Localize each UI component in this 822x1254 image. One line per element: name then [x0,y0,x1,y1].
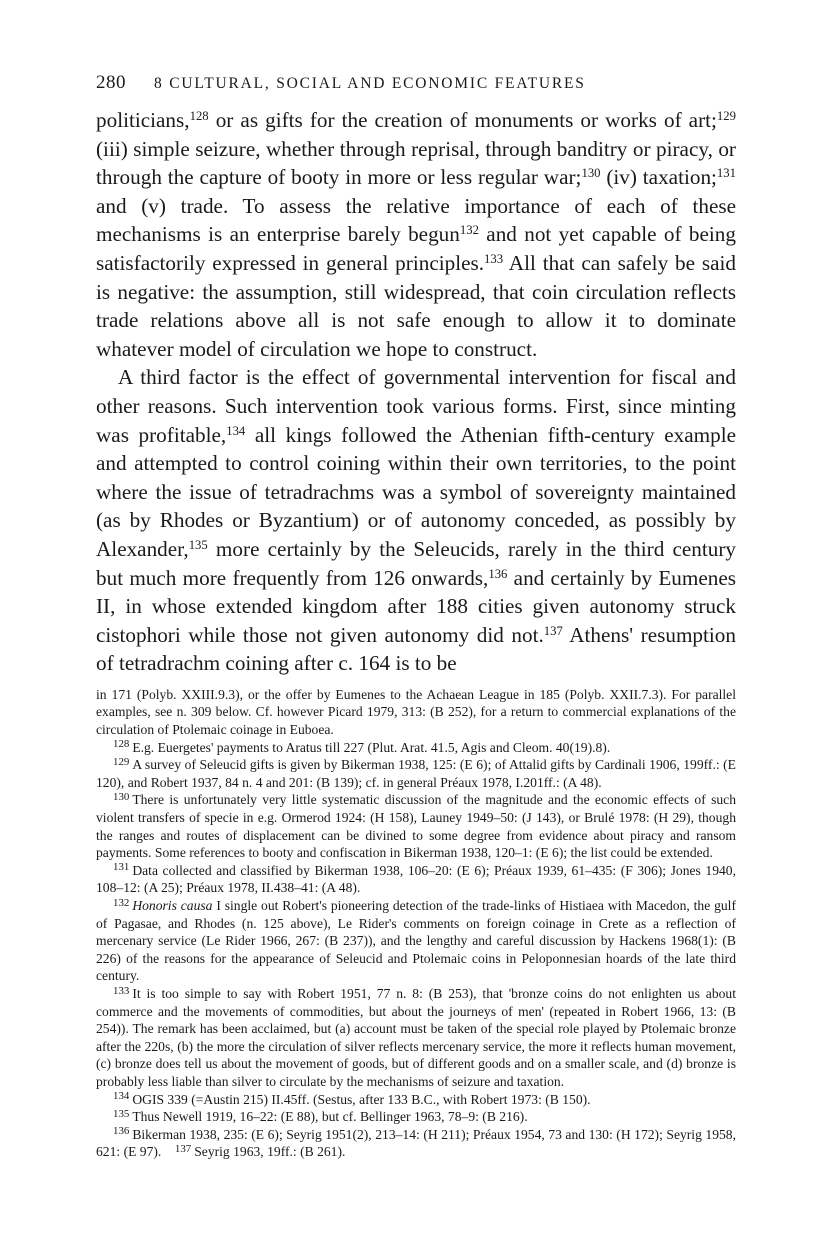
main-text [96,106,736,678]
paragraph-1: politicians,$^{128}$ or as gifts for the creation of monuments or works of art;$^{129}$ (iii) simple seizure, whether through reprisal, through banditry or piracy, or through the capture of booty in more or less regular war;$^{130}$ (iv) taxation;$^{131}$ and (v) trade. To assess the relative importance of each of these mechanisms is an enterprise barely begun$^{132}$ and not yet capable of being satisfactorily expressed in general principles.$^{133}$ All that can safely be said is negative: the assumption, still widespread, that coin circulation reflects trade relations above all is not safe enough to allow it to dominate whatever model of circulation we hope to construct. [96,108,736,361]
footnote-ref: 130 [581,166,601,181]
footnote-134: $^{134}$ OGIS 339 (=Austin 215) II.45ff. (Sestus, after 133 B.C., with Robert 1973: (B 150). [113,1090,591,1107]
footnote-ref: 135 [188,537,208,552]
paragraph-2: A third factor is the effect of governmental intervention for fiscal and other reasons. Such intervention took various forms. First, since minting was profitable,$^{134}$ all kings followed the Athenian fifth-century example and attempted to control coining within their own territories, to the point where the issue of tetradrachms was a symbol of sovereignty maintained (as by Rhodes or Byzantium) or of autonomy conceded, as possibly by Alexander,$^{135}$ more certainly by the Seleucids, rarely in the third century but much more frequently from 126 onwards,$^{136}$ and certainly by Eumenes II, in whose extended kingdom after 188 cities given autonomy struck cistophori while those not given autonomy did not.$^{137}$ Athens' resumption of tetradrachm coining after c. 164 is to be [96,365,736,676]
footnote-128: $^{128}$ E.g. Euergetes' payments to Aratus till 227 (Plut. Arat. 41.5, Agis and Cleom. 40(19).8). [113,738,611,755]
page-number: 280 [96,72,126,93]
book-page [96,72,736,1161]
footnotes [96,686,736,1161]
footnote-ref: 128 [189,109,209,124]
footnote-133: $^{133}$ It is too simple to say with Robert 1951, 77 n. 8: (B 253), that 'bronze coins do not enlighten us about commerce and the movements of commodities, but about the journeys of men' (repeated in Robert 1966, 13: (B 254)). The remark has been acclaimed, but (a) account must be taken of the special role played by Ptolemaic bronze after the 220s, (b) the more the circulation of silver reflects mercenary service, the more it reflects human movement, (c) bronze does tell us about the movement of goods, but of different goods and on a smaller scale, and (d) bronze is probably less liable than silver to circulate by the mechanisms of seizure and taxation. [96,984,736,1089]
footnote-ref: 137 [543,623,563,638]
footnote-ref: 133 [484,251,504,266]
footnote-132: $^{132}$ Honoris causa I single out Robert's pioneering detection of the trade-links of Histiaea with Macedon, the gulf of Pagasae, and Rhodes (n. 125 above), Le Rider's comments on foreign coinage in Crete as a reflection of mercenary service (Le Rider 1966, 267: (B 237)), and the lengthy and careful discussion by Hackens 1968(1): (B 226) of the reasons for the appearance of Seleucid and Ptolemaic coins in Peloponnesian hoards of the late third century. [96,896,736,984]
footnote-130: $^{130}$ There is unfortunately very little systematic discussion of the magnitude and the economic effects of such violent transfers of specie in e.g. Ormerod 1924: (H 158), Launey 1949–50: (J 143), or Brulé 1978: (H 29), though the ranges and routes of displacement can be divined to some degree from evidence about piracy and ransom payments. Some references to booty and confiscation in Bikerman 1938, 120–1: (E 6); the list could be extended. [96,791,736,861]
footnote-ref: 131 [716,166,736,181]
footnote-continued: in 171 (Polyb. XXIII.9.3), or the offer by Eumenes to the Achaean League in 185 (Polyb. XXII.7.3). For parallel examples, see n. 309 below. Cf. however Picard 1979, 313: (B 252), for a return to commercial explanations of the circulation of Ptolemaic coinage in Euboea. [96,686,736,738]
footnote-ref: 129 [716,109,736,124]
footnote-ref: 134 [226,423,246,438]
footnote-ref: 132 [459,223,479,238]
footnote-131: $^{131}$ Data collected and classified by Bikerman 1938, 106–20: (E 6); Préaux 1939, 61–435: (F 306); Jones 1940, 108–12: (A 25); Préaux 1978, II.438–41: (A 48). [96,861,736,896]
page-header [96,72,736,98]
footnote-129: $^{129}$ A survey of Seleucid gifts is given by Bikerman 1938, 125: (E 6); of Attalid gifts by Cardinali 1906, 199ff.: (E 120), and Robert 1937, 84 n. 4 and 201: (B 139); cf. in general Préaux 1978, I.201ff.: (A 48). [96,755,736,790]
running-head: 8 CULTURAL, SOCIAL AND ECONOMIC FEATURES [154,75,586,92]
footnote-137-num: 137 [174,1142,192,1155]
footnote-137: Seyrig 1963, 19ff.: (B 261). [194,1144,346,1160]
footnote-136: $^{136}$ Bikerman 1938, 235: (E 6); Seyrig 1951(2), 213–14: (H 211); Préaux 1954, 73 and 130: (H 172); Seyrig 1958, 621: (E 97). $^{137}$ Seyrig 1963, 19ff.: (B 261). [96,1125,736,1160]
footnote-135: $^{135}$ Thus Newell 1919, 16–22: (E 88), but cf. Bellinger 1963, 78–9: (B 216). [113,1107,528,1125]
footnote-ref: 136 [488,566,508,581]
